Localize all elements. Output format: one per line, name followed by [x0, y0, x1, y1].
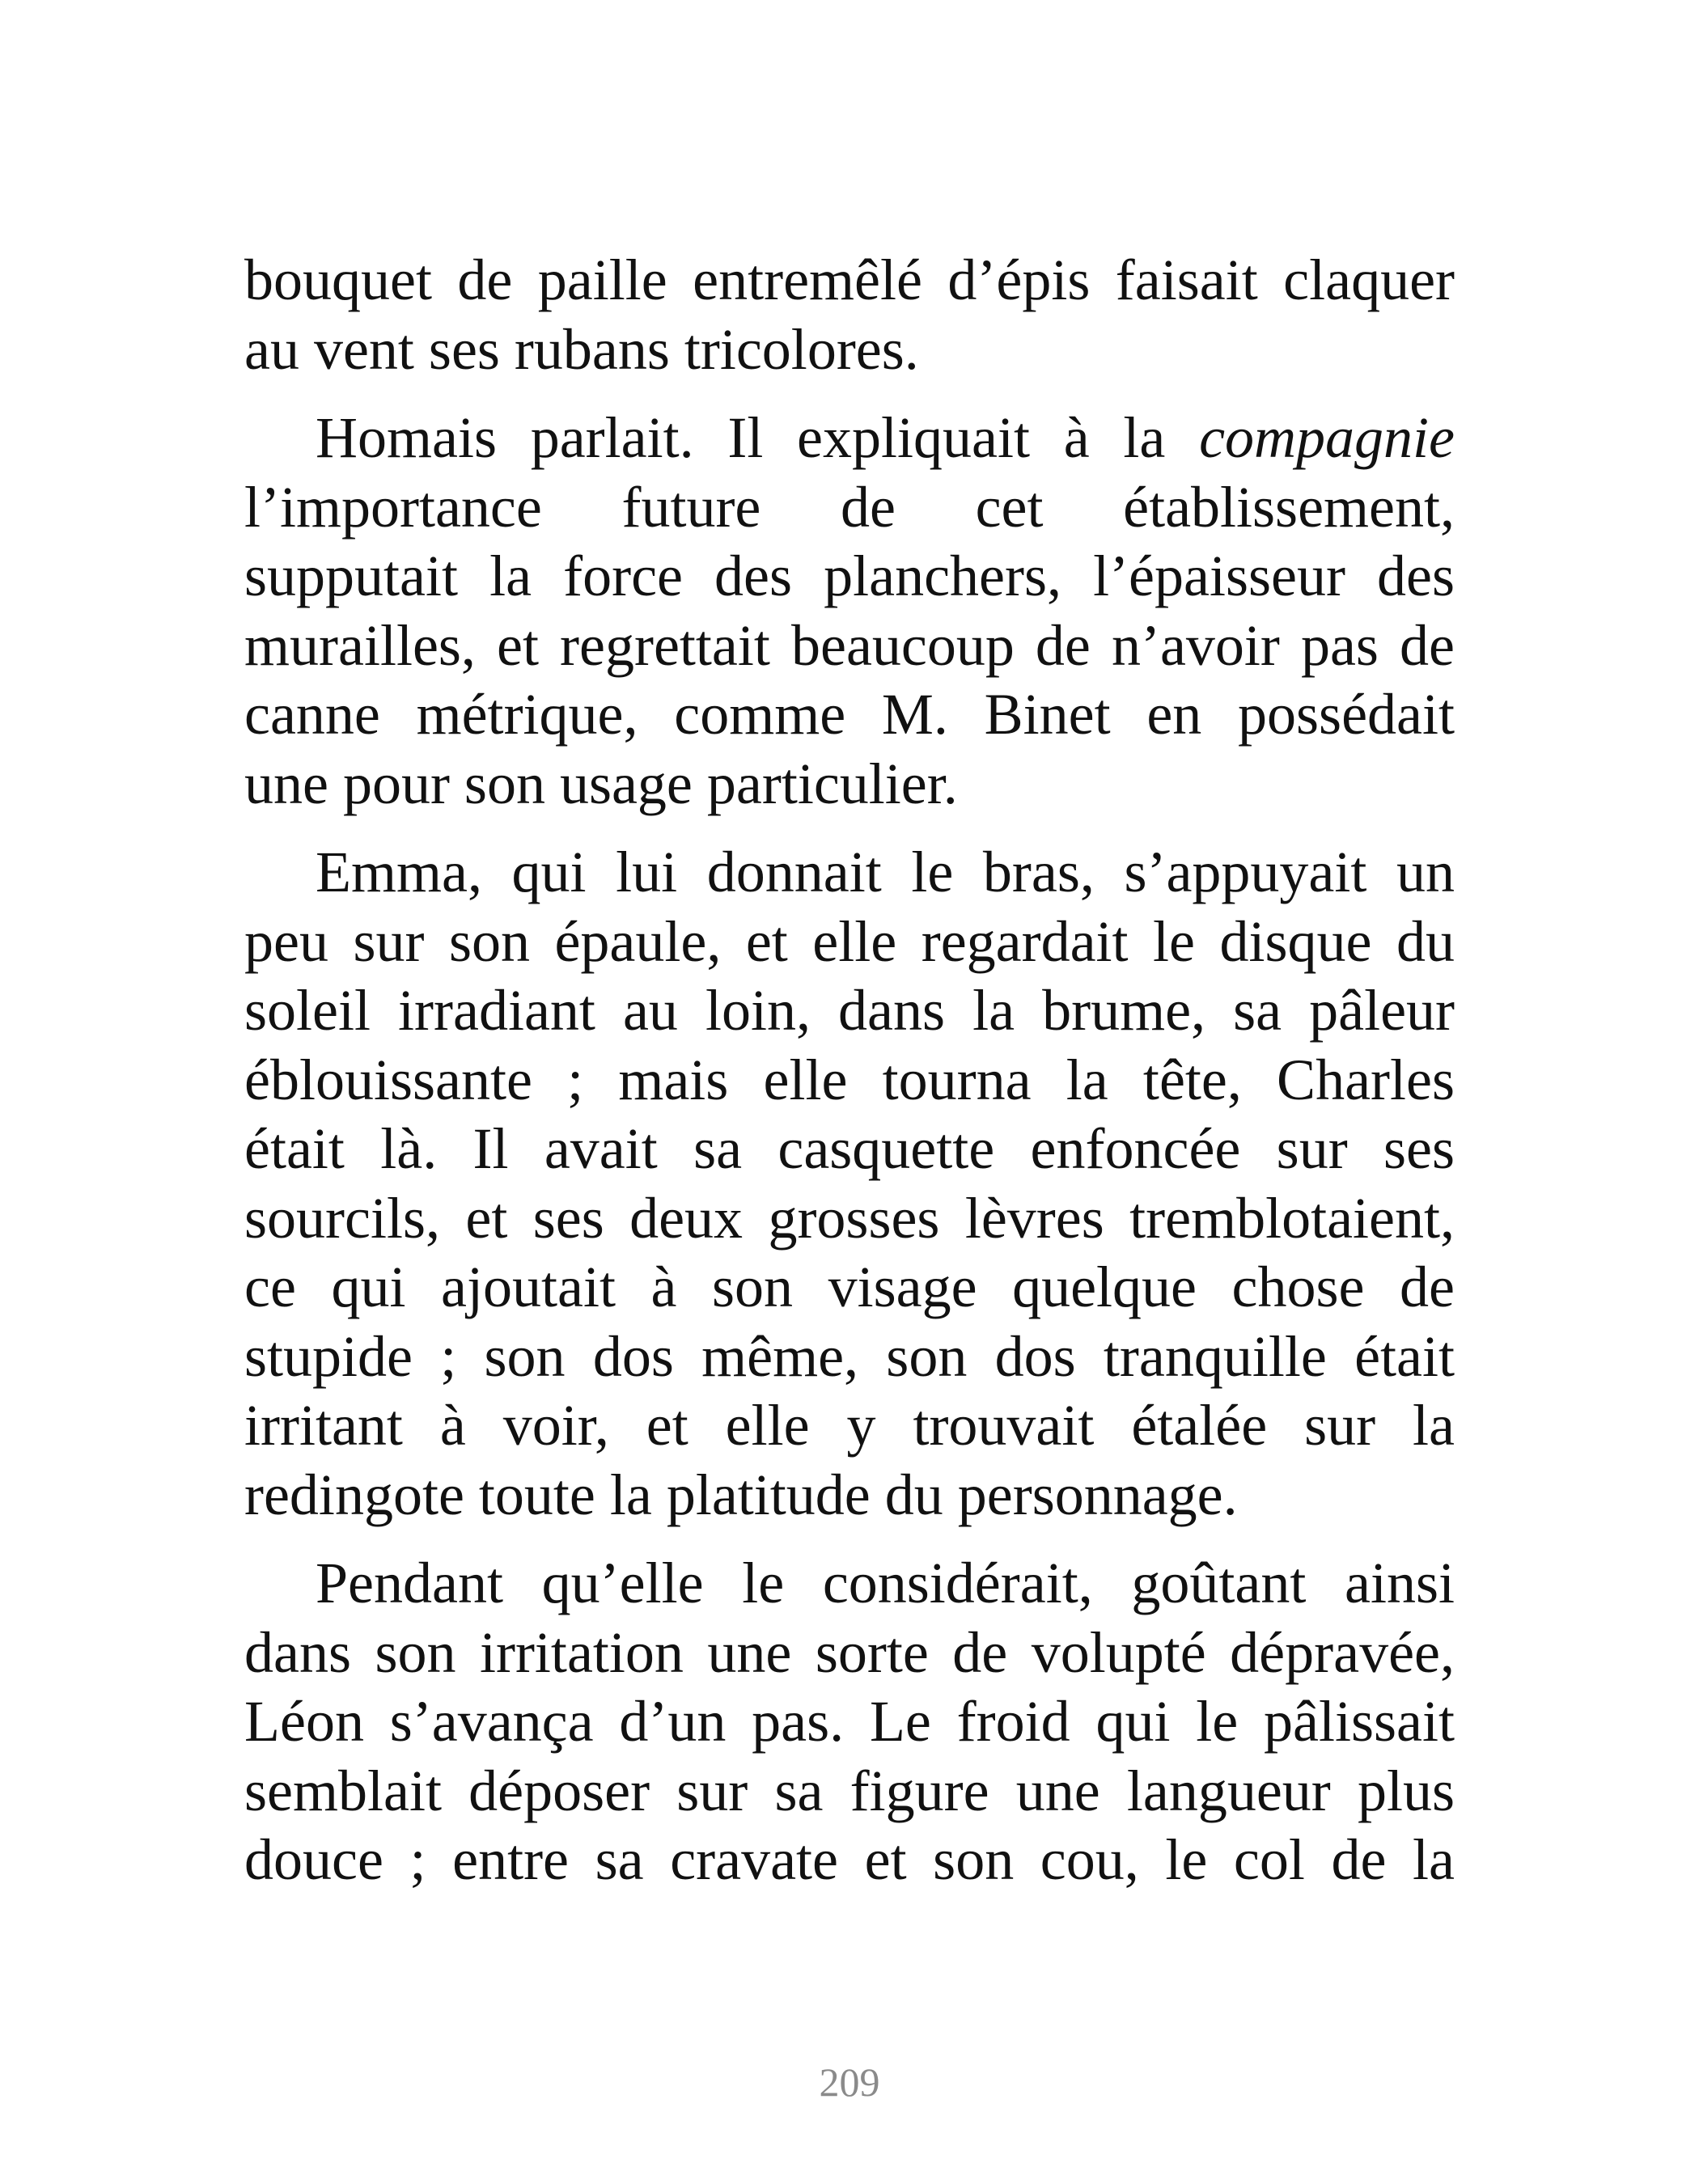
text-line: supputait la force des planchers, l’épaisseur des: [244, 544, 1455, 608]
text-line: bouquet de paille entremêlé d’épis faisait claquer: [244, 248, 1455, 312]
paragraph-gap: [244, 384, 1455, 404]
italic-word: compagnie: [1199, 405, 1455, 470]
text-line: Pendant qu’elle le considérait, goûtant ainsi: [316, 1551, 1455, 1615]
text-line: peu sur son épaule, et elle regardait le disque du: [244, 908, 1455, 974]
paragraph-gap: [244, 1530, 1455, 1549]
body-text: [244, 246, 1455, 1895]
text-line: irritant à voir, et elle y trouvait étalée sur la: [244, 1393, 1455, 1458]
text-line: était là. Il avait sa casquette enfoncée sur ses: [244, 1116, 1455, 1181]
paragraph-gap: [244, 819, 1455, 838]
text-line: douce ; entre sa cravate et son cou, le col de la: [244, 1827, 1455, 1892]
text-line: une pour son usage particulier.: [244, 751, 958, 816]
text-line: semblait déposer sur sa figure une langueur plus: [244, 1758, 1455, 1823]
text-line: stupide ; son dos même, son dos tranquille était: [244, 1323, 1455, 1389]
text-line: dans son irritation une sorte de volupté dépravée,: [244, 1619, 1455, 1685]
page-number: 209: [819, 2059, 880, 2105]
text-line: Léon s’avança d’un pas. Le froid qui le pâlissait: [244, 1689, 1455, 1754]
text-line: Emma, qui lui donnait le bras, s’appuyait un: [316, 840, 1455, 904]
text-line: ce qui ajoutait à son visage quelque chose de: [244, 1255, 1455, 1319]
text-fragment: Homais parlait. Il expliquait à la: [316, 405, 1200, 470]
text-line: murailles, et regrettait beaucoup de n’avoir pas de: [244, 612, 1455, 678]
text-line: éblouissante ; mais elle tourna la tête, Charles: [244, 1047, 1455, 1112]
text-line: redingote toute la platitude du personnage.: [244, 1462, 1238, 1527]
text-line: sourcils, et ses deux grosses lèvres tremblotaient,: [244, 1185, 1455, 1251]
text-line: au vent ses rubans tricolores.: [244, 316, 919, 382]
text-line: soleil irradiant au loin, dans la brume, sa pâleur: [244, 978, 1455, 1043]
text-line: canne métrique, comme M. Binet en possédait: [244, 682, 1455, 747]
text-line: [244, 404, 1455, 473]
text-line: l’importance future de cet établissement,: [244, 474, 1455, 540]
